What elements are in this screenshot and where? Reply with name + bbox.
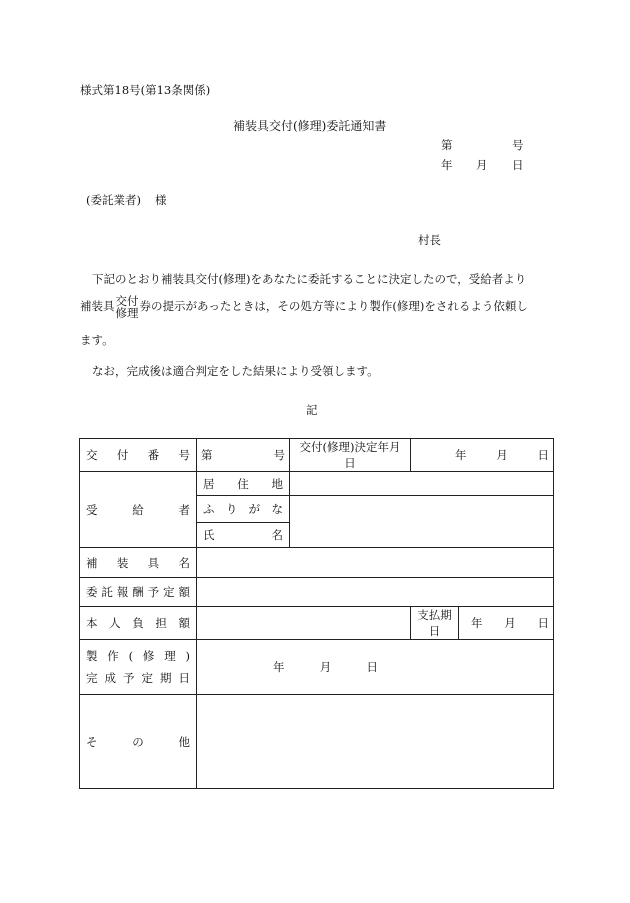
body-line-1: 下記のとおり補装具交付(修理)をあなたに委託することに決定したので，受給者より: [92, 272, 527, 286]
row-device-name: [80, 548, 554, 578]
body-line2-post: 券の提示があったときは，その処方等により製作(修理)をされるよう依頼し: [139, 299, 528, 313]
kofu-bango-go: 号: [273, 448, 285, 462]
completion-day: 日: [366, 660, 378, 674]
kofu-shuri-stack: [116, 295, 139, 319]
self-pay-label: 本人負担額: [80, 607, 197, 640]
other-label: その他: [80, 695, 197, 789]
completion-year: 年: [273, 660, 285, 674]
kofu-bango-cell: [197, 439, 290, 472]
row-self-pay: [80, 607, 554, 640]
self-pay-value: [197, 607, 411, 640]
due-date-value: [459, 607, 554, 640]
due-year: 年: [471, 616, 483, 630]
completion-month: 月: [319, 660, 332, 674]
decision-month: 月: [496, 448, 508, 462]
doc-date-day: 日: [512, 158, 524, 172]
decision-date-label: 交付(修理)決定年月日: [290, 439, 411, 472]
ki-heading: 記: [306, 403, 318, 417]
addressee-name: (委託業者): [86, 193, 141, 207]
address-label: 居住地: [197, 472, 290, 496]
decision-day: 日: [537, 448, 550, 462]
row-kofu-bango: [80, 439, 554, 472]
doc-date-month: 月: [476, 158, 488, 172]
due-day: 日: [537, 616, 550, 630]
decision-date-value: [411, 439, 554, 472]
due-month: 月: [504, 616, 516, 630]
completion-label: [80, 640, 197, 695]
address-value: [290, 472, 554, 496]
doc-number-dai: 第: [441, 138, 453, 152]
doc-date-year: 年: [441, 158, 453, 172]
body-line-2: [80, 291, 528, 321]
completion-label-line2: 完成予定期日: [86, 671, 190, 685]
row-completion: [80, 640, 554, 695]
body-line-4: なお，完成後は適合判定をした結果により受領します。: [92, 364, 379, 378]
device-name-value: [197, 548, 554, 578]
body-line-3: ます。: [80, 333, 114, 347]
furigana-label: ふりがな: [197, 496, 290, 523]
other-value: [197, 695, 554, 789]
row-recipient-address: [80, 472, 554, 496]
row-other: [80, 695, 554, 789]
issuer: 村長: [418, 233, 441, 247]
name-label: 氏名: [197, 523, 290, 548]
fee-label: 委託報酬予定額: [80, 578, 197, 607]
completion-value: [197, 640, 554, 695]
form-number: 様式第18号(第13条関係): [80, 83, 211, 97]
device-name-label: 補装具名: [80, 548, 197, 578]
addressee-honorific: 様: [154, 193, 167, 207]
decision-year: 年: [455, 448, 467, 462]
addressee: [86, 192, 166, 208]
kofu-bango-dai: 第: [201, 448, 213, 462]
details-table: [79, 438, 554, 789]
due-date-label: 支払期日: [411, 607, 459, 640]
completion-label-line1: 製作(修理): [86, 649, 190, 663]
document-title: 補装具交付(修理)委託通知書: [233, 119, 387, 133]
body-line2-pre: 補装具: [80, 299, 115, 313]
doc-number-go: 号: [512, 138, 524, 152]
fee-value: [197, 578, 554, 607]
kofu-bango-label: 交付番号: [80, 439, 197, 472]
stack-bottom: 修理: [115, 306, 139, 320]
name-value: [290, 496, 554, 548]
recipient-label: 受給者: [80, 472, 197, 548]
stack-top: 交付: [115, 294, 139, 308]
row-fee: [80, 578, 554, 607]
